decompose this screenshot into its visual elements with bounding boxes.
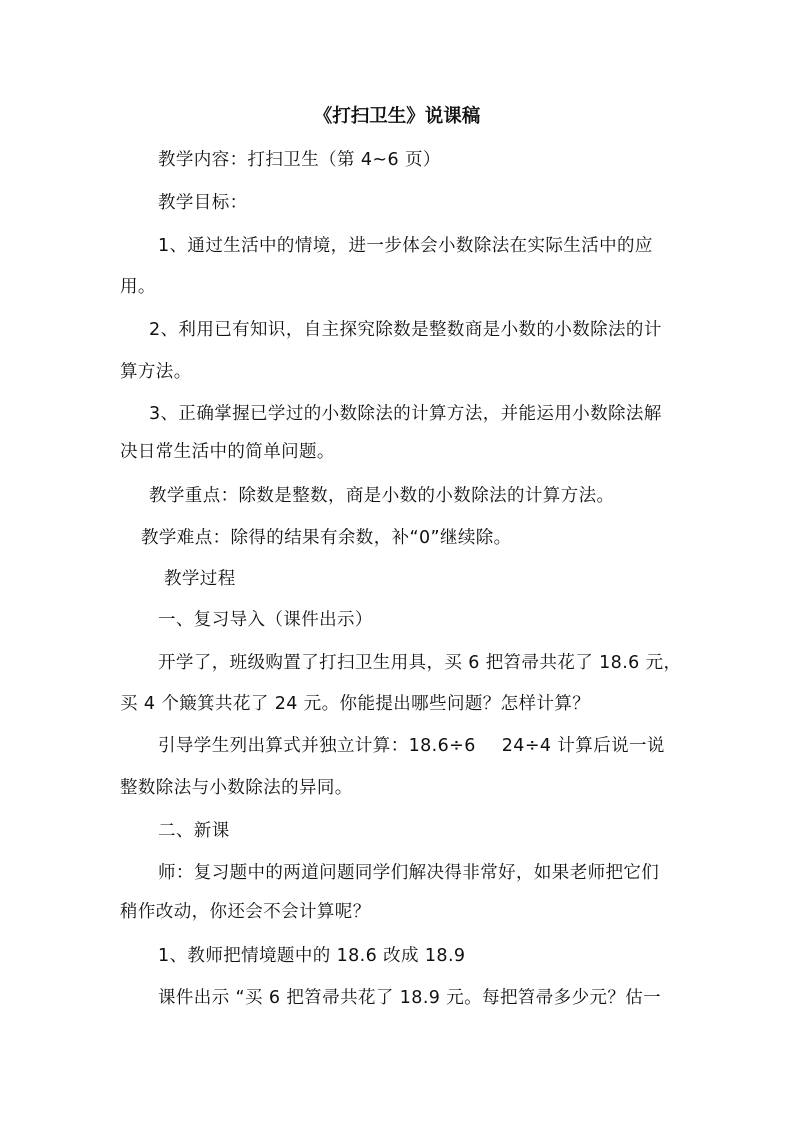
difficulty-line: 教学难点：除得的结果有余数，补“0”继续除。 bbox=[141, 528, 512, 548]
section-2-heading: 二、新课 bbox=[158, 821, 230, 841]
goal-1-line-2: 用。 bbox=[120, 277, 156, 297]
guide-para-part-b: 24÷4 计算后说一说 bbox=[501, 736, 665, 756]
teacher-para-line-2: 稍作改动，你还会不会计算呢？ bbox=[120, 902, 371, 922]
step-1-line: 1、教师把情境题中的 18.6 改成 18.9 bbox=[158, 946, 466, 966]
guide-para-line-2: 整数除法与小数除法的异同。 bbox=[120, 778, 353, 798]
goal-1-line-1: 1、通过生活中的情境，进一步体会小数除法在实际生活中的应 bbox=[158, 236, 653, 256]
teaching-goals-heading: 教学目标： bbox=[158, 193, 248, 213]
goal-3-line-1: 3、正确掌握已学过的小数除法的计算方法，并能运用小数除法解 bbox=[149, 404, 662, 424]
guide-para-part-a: 引导学生列出算式并独立计算：18.6÷6 bbox=[158, 736, 476, 756]
guide-para-line-1 bbox=[158, 734, 665, 758]
goal-2-line-2: 算方法。 bbox=[120, 362, 192, 382]
review-para-line-2: 买 4 个簸箕共花了 24 元。你能提出哪些问题？怎样计算？ bbox=[120, 694, 591, 714]
teacher-para-line-1: 师：复习题中的两道问题同学们解决得非常好，如果老师把它们 bbox=[158, 863, 660, 883]
process-heading: 教学过程 bbox=[164, 569, 236, 589]
goal-3-line-2: 决日常生活中的简单问题。 bbox=[120, 442, 335, 462]
key-point-line: 教学重点：除数是整数，商是小数的小数除法的计算方法。 bbox=[149, 486, 615, 506]
goal-2-line-1: 2、利用已有知识，自主探究除数是整数商是小数的小数除法的计 bbox=[149, 320, 662, 340]
section-1-heading: 一、复习导入（课件出示） bbox=[158, 610, 373, 630]
review-para-line-1: 开学了，班级购置了打扫卫生用具，买 6 把笤帚共花了 18.6 元， bbox=[158, 653, 682, 673]
teaching-content-line: 教学内容：打扫卫生（第 4~6 页） bbox=[158, 150, 441, 170]
document-title: 《打扫卫生》说课稿 bbox=[313, 106, 481, 127]
courseware-line: 课件出示 “买 6 把笤帚共花了 18.9 元。每把笤帚多少元？估一 bbox=[158, 988, 662, 1008]
